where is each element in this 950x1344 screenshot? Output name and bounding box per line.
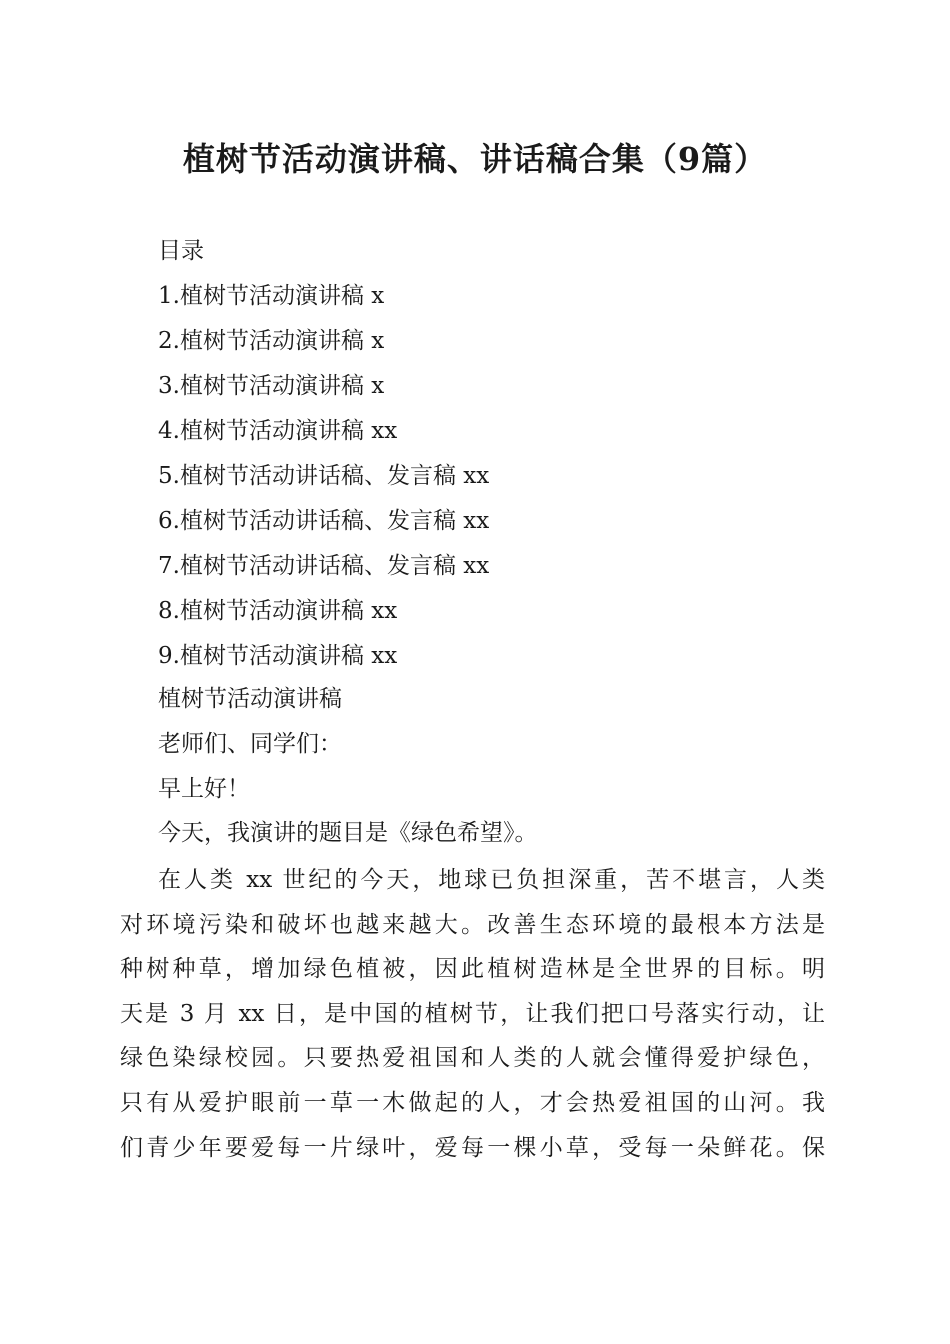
body-line: 们青少年要爱每一片绿叶，爱每一棵小草，受每一朵鲜花。保 (120, 1134, 825, 1161)
toc-item-6: 6.植树节活动讲话稿、发言稿 xx (158, 508, 490, 534)
body-line: 在人类 xx 世纪的今天，地球已负担深重，苦不堪言，人类 (158, 867, 825, 893)
body-line: 只有从爱护眼前一草一木做起的人，才会热爱祖国的山河。我 (120, 1089, 825, 1116)
toc-item-5: 5.植树节活动讲话稿、发言稿 xx (158, 463, 490, 489)
toc-item-8: 8.植树节活动演讲稿 xx (158, 598, 398, 624)
document-title: 植树节活动演讲稿、讲话稿合集（9篇） (182, 140, 768, 178)
speech-title: 植树节活动演讲稿 (158, 686, 342, 712)
body-line: 天是 3 月 xx 日，是中国的植树节，让我们把口号落实行动，让 (120, 1000, 825, 1027)
body-line: 绿色染绿校园。只要热爱祖国和人类的人就会懂得爱护绿色， (120, 1045, 825, 1072)
body-line: 种树种草，增加绿色植被，因此植树造林是全世界的目标。明 (120, 956, 825, 983)
toc-item-3: 3.植树节活动演讲稿 x (158, 373, 385, 399)
speech-morning-greeting: 早上好！ (158, 776, 250, 802)
speech-topic: 今天，我演讲的题目是《绿色希望》。 (158, 820, 538, 846)
body-line: 对环境污染和破坏也越来越大。改善生态环境的最根本方法是 (120, 911, 825, 938)
body-paragraph (120, 858, 825, 1170)
toc-item-7: 7.植树节活动讲话稿、发言稿 xx (158, 553, 490, 579)
toc-item-9: 9.植树节活动演讲稿 xx (158, 643, 398, 669)
toc-item-2: 2.植树节活动演讲稿 x (158, 328, 385, 354)
toc-item-1: 1.植树节活动演讲稿 x (158, 283, 385, 309)
toc-item-4: 4.植树节活动演讲稿 xx (158, 418, 398, 444)
speech-greeting: 老师们、同学们： (158, 731, 342, 757)
toc-heading: 目录 (158, 238, 204, 264)
table-of-contents (158, 281, 489, 686)
